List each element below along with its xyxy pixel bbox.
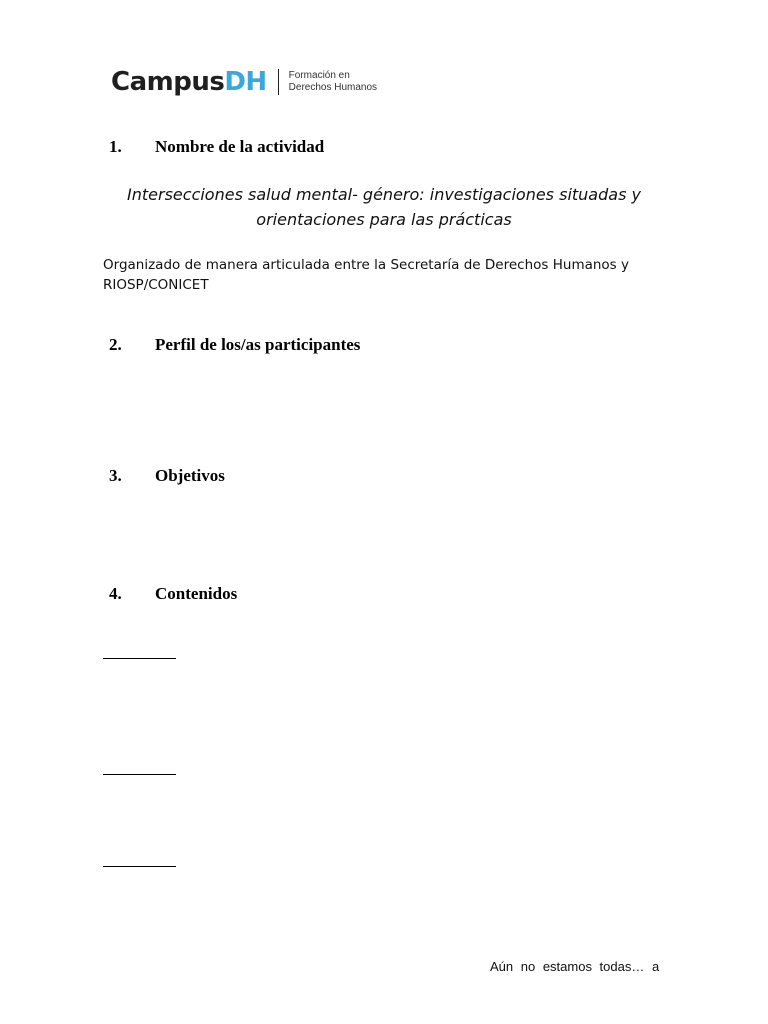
footer-text: Aún no estamos todas… a (490, 959, 660, 974)
section-number: 2. (109, 335, 122, 354)
section-heading-4 (109, 584, 237, 604)
logo-divider (278, 69, 279, 95)
logo-tagline-line1: Formación en (288, 70, 350, 81)
section-title: Perfil de los/as participantes (155, 335, 361, 354)
activity-title-line1: Intersecciones salud mental- género: investigaciones situadas y (127, 185, 641, 204)
footnote-separator-line (103, 658, 176, 659)
section-title: Contenidos (155, 584, 238, 603)
logo-campus-text: Campus (111, 67, 225, 97)
section-heading-3 (109, 466, 225, 486)
section-heading-1 (109, 137, 324, 157)
section-number: 3. (109, 466, 122, 485)
logo-tagline-line2: Derechos Humanos (288, 82, 378, 93)
organizer-paragraph (103, 255, 683, 295)
footnote-separator-line (103, 866, 176, 867)
footnote-separator-line (103, 774, 176, 775)
logo-tagline (289, 70, 377, 94)
section-title: Objetivos (155, 466, 225, 485)
organizer-line1: Organizado de manera articulada entre la Secretaría de Derechos Humanos y (103, 257, 629, 273)
campusdh-logo (111, 64, 377, 100)
activity-title (100, 182, 668, 232)
activity-title-line2: orientaciones para las prácticas (256, 210, 512, 229)
section-number: 1. (109, 137, 122, 156)
organizer-line2: RIOSP/CONICET (103, 277, 209, 293)
section-title: Nombre de la actividad (155, 137, 325, 156)
logo-dh-text: DH (224, 67, 267, 97)
section-heading-2 (109, 335, 360, 355)
section-number: 4. (109, 584, 122, 603)
